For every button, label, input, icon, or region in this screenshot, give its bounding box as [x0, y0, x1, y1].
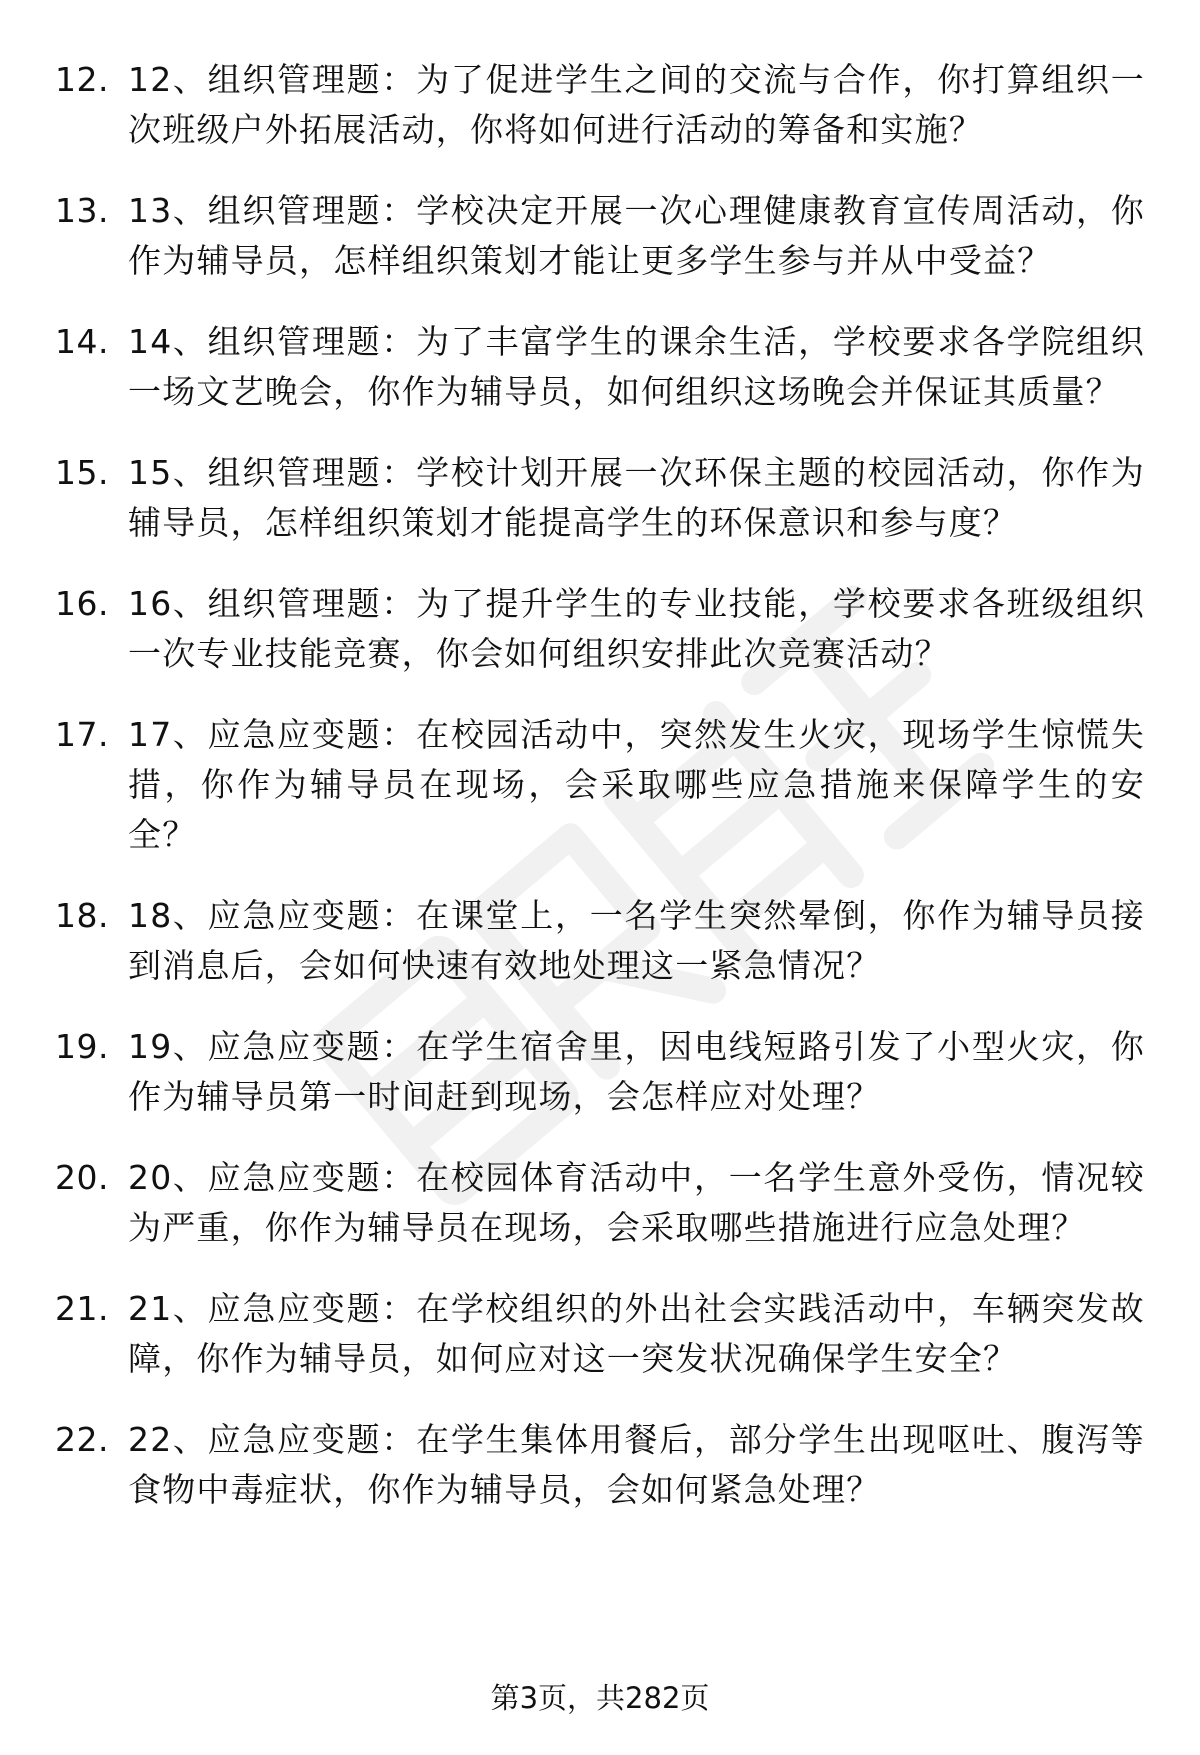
question-number: 12.	[55, 60, 109, 99]
question-number: 21.	[55, 1289, 109, 1328]
question-number: 13.	[55, 191, 109, 230]
question-text: 17、应急应变题：在校园活动中，突然发生火灾，现场学生惊慌失措，你作为辅导员在现场，会采取哪些应急措施来保障学生的安全？	[128, 715, 1145, 854]
question-item	[55, 579, 1145, 679]
question-text: 16、组织管理题：为了提升学生的专业技能，学校要求各班级组织一次专业技能竞赛，你会如何组织安排此次竞赛活动？	[128, 584, 1145, 673]
question-text: 18、应急应变题：在课堂上，一名学生突然晕倒，你作为辅导员接到消息后，会如何快速有效地处理这一紧急情况？	[128, 896, 1145, 985]
question-item	[55, 710, 1145, 860]
question-item	[55, 1284, 1145, 1384]
question-item	[55, 55, 1145, 155]
question-item	[55, 1022, 1145, 1122]
question-number: 15.	[55, 453, 109, 492]
question-text: 22、应急应变题：在学生集体用餐后，部分学生出现呕吐、腹泻等食物中毒症状，你作为辅导员，会如何紧急处理？	[128, 1420, 1145, 1509]
question-text: 13、组织管理题：学校决定开展一次心理健康教育宣传周活动，你作为辅导员，怎样组织策划才能让更多学生参与并从中受益？	[128, 191, 1145, 280]
question-item	[55, 1415, 1145, 1515]
question-item	[55, 186, 1145, 286]
question-text: 20、应急应变题：在校园体育活动中，一名学生意外受伤，情况较为严重，你作为辅导员在现场，会采取哪些措施进行应急处理？	[128, 1158, 1145, 1247]
question-number: 20.	[55, 1158, 109, 1197]
question-text: 15、组织管理题：学校计划开展一次环保主题的校园活动，你作为辅导员，怎样组织策划才能提高学生的环保意识和参与度？	[128, 453, 1145, 542]
question-number: 16.	[55, 584, 109, 623]
question-text: 14、组织管理题：为了丰富学生的课余生活，学校要求各学院组织一场文艺晚会，你作为辅导员，如何组织这场晚会并保证其质量？	[128, 322, 1145, 411]
question-number: 19.	[55, 1027, 109, 1066]
question-number: 14.	[55, 322, 109, 361]
question-text: 21、应急应变题：在学校组织的外出社会实践活动中，车辆突发故障，你作为辅导员，如何应对这一突发状况确保学生安全？	[128, 1289, 1145, 1378]
question-item	[55, 891, 1145, 991]
question-text: 19、应急应变题：在学生宿舍里，因电线短路引发了小型火灾，你作为辅导员第一时间赶到现场，会怎样应对处理？	[128, 1027, 1145, 1116]
question-item	[55, 1153, 1145, 1253]
question-text: 12、组织管理题：为了促进学生之间的交流与合作，你打算组织一次班级户外拓展活动，你将如何进行活动的筹备和实施？	[128, 60, 1145, 149]
question-list	[55, 55, 1145, 1546]
page-number-footer: 第3页，共282页	[490, 1681, 710, 1715]
question-item	[55, 317, 1145, 417]
question-number: 17.	[55, 715, 109, 754]
question-number: 22.	[55, 1420, 109, 1459]
question-number: 18.	[55, 896, 109, 935]
question-item	[55, 448, 1145, 548]
